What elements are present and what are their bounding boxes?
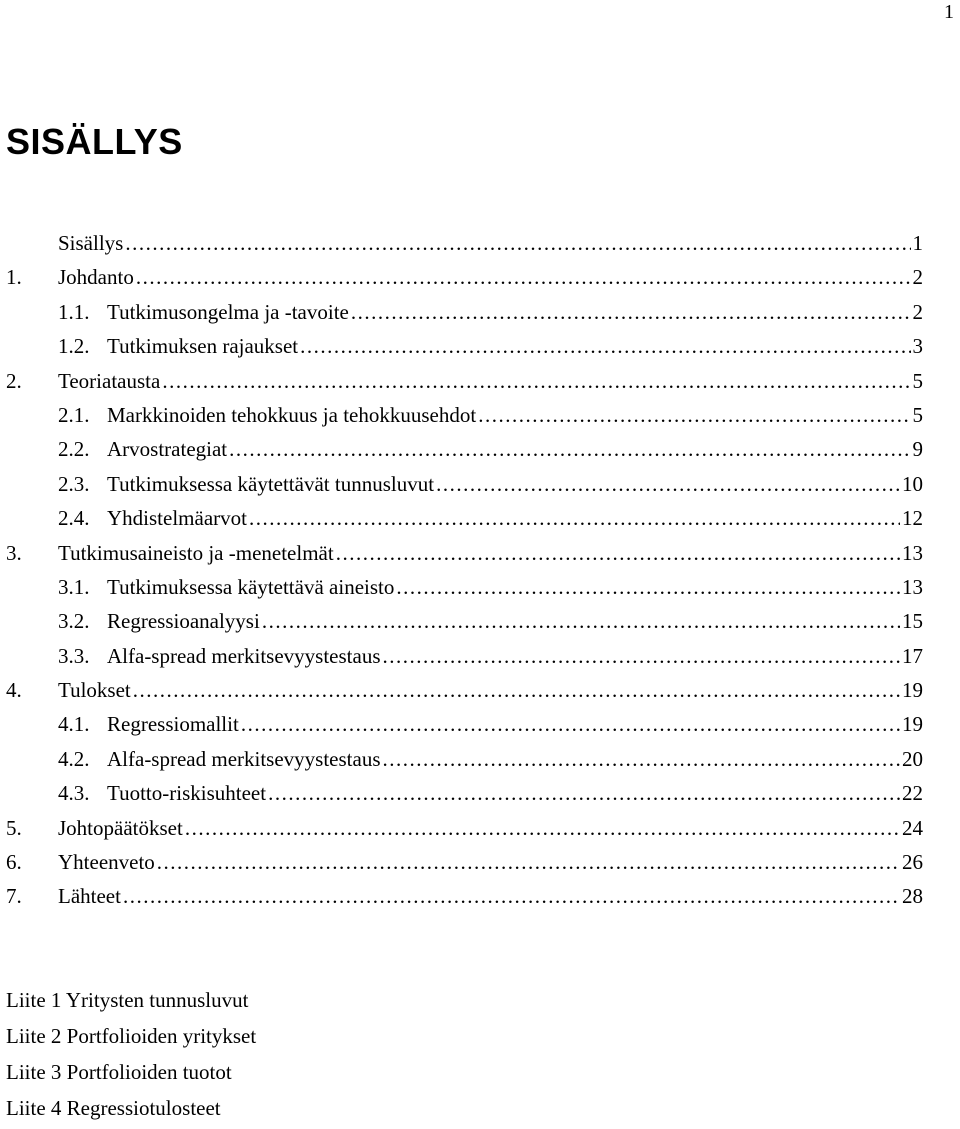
appendix-item: Liite 2 Portfolioiden yritykset: [6, 1024, 257, 1048]
toc-entry-number: 2.1.: [58, 402, 90, 427]
toc-entry[interactable]: [6, 609, 923, 643]
toc-entry-page: 17: [902, 643, 923, 668]
toc-entry-page: 13: [902, 540, 923, 565]
toc-entry-title: Yhdistelmäarvot: [107, 506, 247, 531]
toc-entry-title: Yhteenveto: [58, 850, 155, 875]
toc-entry-title: Regressiomallit: [107, 712, 239, 737]
toc-dot-leader: [133, 678, 900, 703]
toc-entry[interactable]: [6, 712, 923, 746]
toc-entry[interactable]: [6, 541, 923, 575]
toc-dot-leader: [351, 300, 911, 325]
toc-entry-title: Tutkimusongelma ja -tavoite: [107, 299, 349, 324]
toc-entry-number: 1.1.: [58, 299, 90, 324]
toc-dot-leader: [262, 609, 900, 634]
toc-dot-leader: [136, 265, 911, 290]
toc-entry-page: 9: [912, 437, 923, 462]
toc-entry-number: 1.: [6, 265, 22, 290]
toc-entry-number: 3.2.: [58, 609, 90, 634]
toc-entry[interactable]: [6, 816, 923, 850]
page-number: 1: [944, 1, 954, 23]
appendix-item: Liite 4 Regressiotulosteet: [6, 1096, 221, 1120]
toc-dot-leader: [478, 403, 910, 428]
toc-entry[interactable]: [6, 747, 923, 781]
toc-entry[interactable]: [6, 884, 923, 918]
toc-entry[interactable]: [6, 678, 923, 712]
toc-dot-leader: [436, 472, 900, 497]
toc-entry-title: Arvostrategiat: [107, 437, 228, 462]
toc-dot-leader: [185, 816, 900, 841]
toc-entry[interactable]: [6, 369, 923, 403]
toc-entry-title: Johtopäätökset: [58, 815, 183, 840]
toc-dot-leader: [125, 231, 910, 256]
toc-entry-title: Tutkimuksessa käytettävä aineisto: [107, 574, 395, 599]
toc-entry[interactable]: [6, 231, 923, 265]
toc-entry[interactable]: [6, 781, 923, 815]
toc-entry-title: Teoriatausta: [58, 368, 161, 393]
toc-entry-page: 2: [912, 265, 923, 290]
toc-dot-leader: [241, 712, 900, 737]
toc-entry-number: 3.1.: [58, 574, 90, 599]
toc-entry-title: Tuotto-riskisuhteet: [107, 781, 267, 806]
toc-entry[interactable]: [6, 506, 923, 540]
toc-entry-page: 15: [902, 609, 923, 634]
toc-dot-leader: [249, 506, 900, 531]
toc-entry-page: 10: [902, 471, 923, 496]
toc-entry-title: Johdanto: [58, 265, 134, 290]
toc-entry-page: 19: [902, 712, 923, 737]
toc-dot-leader: [383, 644, 900, 669]
toc-entry-page: 19: [902, 678, 923, 703]
toc-entry-page: 26: [902, 850, 923, 875]
toc-entry[interactable]: [6, 644, 923, 678]
toc-entry-title: Tutkimusaineisto ja -menetelmät: [58, 540, 334, 565]
toc-dot-leader: [383, 747, 900, 772]
toc-entry-number: 4.1.: [58, 712, 90, 737]
toc-entry-number: 5.: [6, 815, 22, 840]
toc-entry-title: Alfa-spread merkitsevyystestaus: [107, 643, 381, 668]
toc-entry-number: 3.: [6, 540, 22, 565]
toc-dot-leader: [336, 541, 900, 566]
table-of-contents: [6, 231, 923, 919]
toc-entry-page: 13: [902, 574, 923, 599]
toc-entry[interactable]: [6, 850, 923, 884]
toc-entry-number: 2.4.: [58, 506, 90, 531]
toc-dot-leader: [162, 369, 910, 394]
toc-entry-title: Markkinoiden tehokkuus ja tehokkuusehdot: [107, 402, 477, 427]
toc-entry-page: 3: [912, 334, 923, 359]
toc-dot-leader: [229, 437, 910, 462]
toc-entry-page: 5: [912, 402, 923, 427]
toc-dot-leader: [268, 781, 900, 806]
toc-entry-title: Lähteet: [58, 884, 121, 909]
toc-entry-title: Tutkimuksessa käytettävät tunnusluvut: [107, 471, 435, 496]
toc-entry-title: Sisällys: [58, 231, 124, 255]
appendix-list: [6, 985, 256, 1129]
toc-entry-title: Tulokset: [58, 678, 131, 703]
toc-entry[interactable]: [6, 437, 923, 471]
toc-entry-page: 2: [912, 299, 923, 324]
toc-entry[interactable]: [6, 334, 923, 368]
toc-entry-number: 7.: [6, 884, 22, 909]
toc-entry[interactable]: [6, 403, 923, 437]
toc-entry-number: 4.3.: [58, 781, 90, 806]
toc-entry-page: 24: [902, 815, 923, 840]
page-title: SISÄLLYS: [6, 121, 183, 162]
toc-dot-leader: [123, 884, 900, 909]
toc-entry-title: Regressioanalyysi: [107, 609, 260, 634]
toc-entry-number: 4.: [6, 678, 22, 703]
toc-entry-page: 22: [902, 781, 923, 806]
toc-entry-number: 6.: [6, 850, 22, 875]
appendix-item: Liite 3 Portfolioiden tuotot: [6, 1060, 232, 1084]
toc-dot-leader: [396, 575, 900, 600]
toc-dot-leader: [157, 850, 900, 875]
toc-entry-number: 2.2.: [58, 437, 90, 462]
toc-entry[interactable]: [6, 472, 923, 506]
toc-entry-title: Tutkimuksen rajaukset: [107, 334, 299, 359]
toc-entry-number: 2.: [6, 368, 22, 393]
toc-dot-leader: [300, 334, 910, 359]
toc-entry-title: Alfa-spread merkitsevyystestaus: [107, 746, 381, 771]
toc-entry[interactable]: [6, 265, 923, 299]
toc-entry-number: 4.2.: [58, 746, 90, 771]
toc-entry-page: 20: [902, 746, 923, 771]
toc-entry[interactable]: [6, 300, 923, 334]
toc-entry-page: 28: [902, 884, 923, 909]
toc-entry-page: 5: [912, 368, 923, 393]
toc-entry-number: 3.3.: [58, 643, 90, 668]
toc-entry-number: 2.3.: [58, 471, 90, 496]
toc-entry-page: 12: [902, 506, 923, 531]
toc-entry[interactable]: [6, 575, 923, 609]
toc-entry-number: 1.2.: [58, 334, 90, 359]
appendix-item: Liite 1 Yritysten tunnusluvut: [6, 988, 249, 1012]
toc-entry-page: 1: [912, 231, 923, 255]
